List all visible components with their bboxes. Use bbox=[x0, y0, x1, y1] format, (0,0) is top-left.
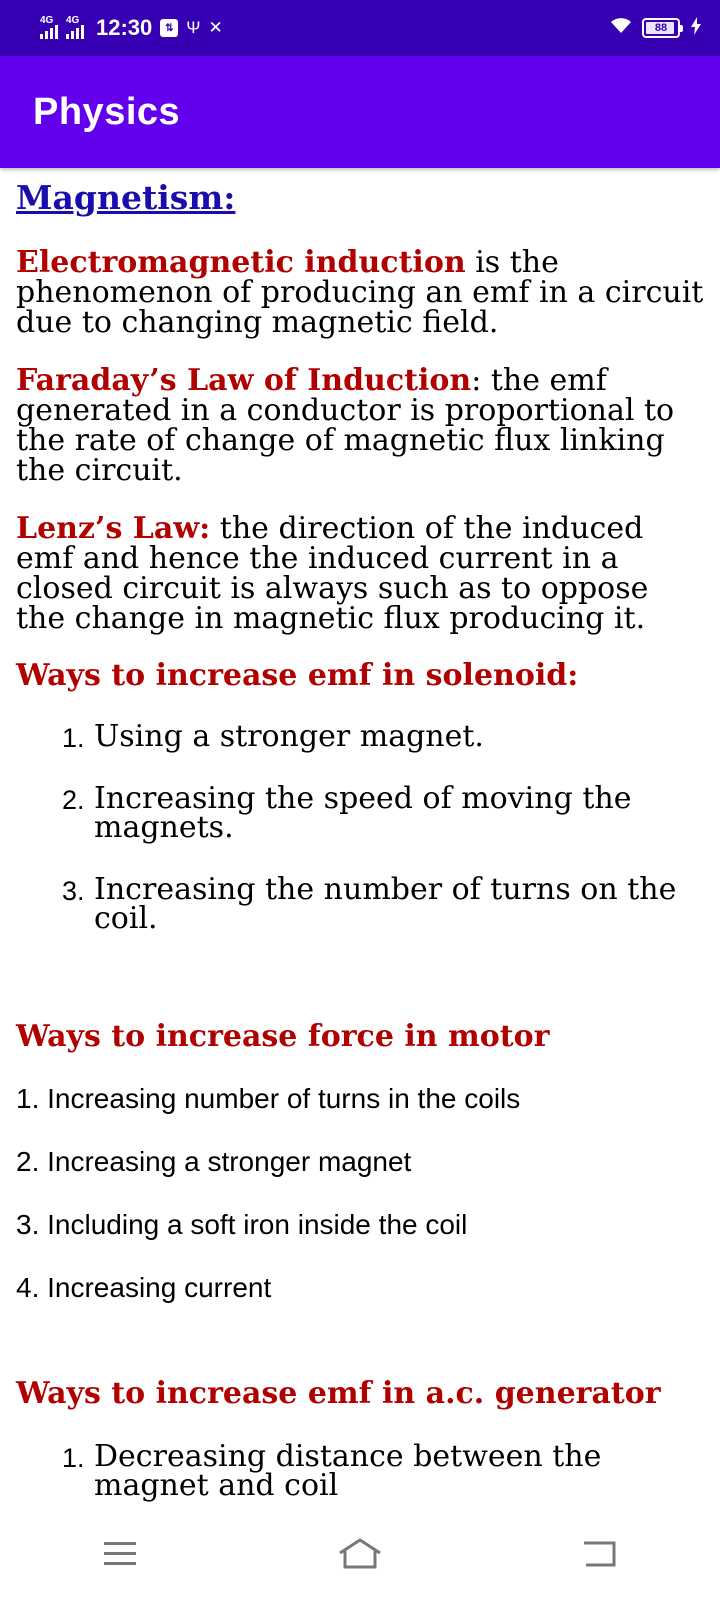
app-title: Physics bbox=[33, 90, 181, 133]
paragraph-lenz bbox=[16, 510, 704, 636]
charging-icon bbox=[690, 17, 702, 40]
solenoid-heading: Ways to increase emf in solenoid: bbox=[16, 657, 579, 693]
topic-title: Magnetism: bbox=[16, 178, 236, 217]
list-number: 1. bbox=[62, 1442, 85, 1473]
paragraph-text: is the phenomenon of producing an emf in a circuit due to changing magnetic field. bbox=[16, 244, 704, 340]
signal-icon bbox=[40, 17, 58, 39]
status-right bbox=[610, 17, 702, 40]
home-button[interactable] bbox=[320, 1524, 400, 1584]
term-electromagnetic-induction: Electromagnetic induction bbox=[16, 244, 466, 280]
motor-heading: Ways to increase force in motor bbox=[16, 1018, 550, 1054]
status-time: 12:30 bbox=[96, 15, 153, 40]
signal-icon bbox=[66, 17, 84, 39]
list-item bbox=[62, 780, 704, 845]
navigation-bar bbox=[0, 1508, 720, 1600]
paragraph-faraday bbox=[16, 362, 704, 488]
list-item: 1. Increasing number of turns in the coils bbox=[16, 1082, 521, 1114]
menu-icon bbox=[102, 1540, 138, 1568]
generator-list bbox=[16, 1438, 704, 1503]
solenoid-list bbox=[16, 718, 704, 936]
back-icon bbox=[580, 1539, 620, 1569]
list-item bbox=[62, 718, 704, 754]
list-item: 3. Including a soft iron inside the coil bbox=[16, 1208, 468, 1240]
menu-button[interactable] bbox=[80, 1524, 160, 1584]
battery-level: 88 bbox=[654, 22, 668, 34]
home-icon bbox=[336, 1537, 384, 1571]
network-type-2: 4G bbox=[66, 15, 80, 26]
list-number: 2. bbox=[62, 784, 85, 815]
term-faradays-law: Faraday’s Law of Induction bbox=[16, 362, 472, 398]
list-text: Decreasing distance between the magnet and coil bbox=[94, 1438, 602, 1503]
list-number: 3. bbox=[62, 875, 85, 906]
motor-list bbox=[16, 1083, 704, 1304]
battery-icon bbox=[642, 18, 680, 38]
back-button[interactable] bbox=[560, 1524, 640, 1584]
list-number: 1. bbox=[62, 722, 85, 753]
list-text: Increasing the speed of moving the magnets. bbox=[94, 780, 632, 845]
status-bar bbox=[0, 0, 720, 56]
paragraph-text: : the emf generated in a conductor is proportional to the rate of change of magnetic flux linking the circuit. bbox=[16, 362, 675, 488]
term-lenzs-law: Lenz’s Law: bbox=[16, 510, 211, 546]
generator-heading: Ways to increase emf in a.c. generator bbox=[16, 1375, 661, 1411]
tools-icon: ✕ bbox=[208, 18, 223, 37]
list-item bbox=[62, 1438, 704, 1503]
list-item: 4. Increasing current bbox=[16, 1271, 272, 1303]
data-saver-icon: ⇅ bbox=[160, 19, 178, 37]
list-item: 2. Increasing a stronger magnet bbox=[16, 1145, 412, 1177]
paragraph-induction bbox=[16, 244, 704, 340]
content-scroll[interactable] bbox=[0, 168, 720, 1508]
usb-icon: Ψ bbox=[186, 18, 201, 37]
list-text: Increasing the number of turns on the coil. bbox=[94, 871, 677, 936]
list-item bbox=[62, 871, 704, 936]
status-left bbox=[40, 15, 223, 41]
app-bar bbox=[0, 56, 720, 168]
paragraph-text: the direction of the induced emf and hence the induced current in a closed circuit is always such as to oppose the change in magnetic flux producing it. bbox=[16, 510, 649, 636]
wifi-icon bbox=[610, 17, 632, 40]
list-text: Using a stronger magnet. bbox=[94, 718, 484, 754]
network-type-1: 4G bbox=[40, 15, 54, 26]
